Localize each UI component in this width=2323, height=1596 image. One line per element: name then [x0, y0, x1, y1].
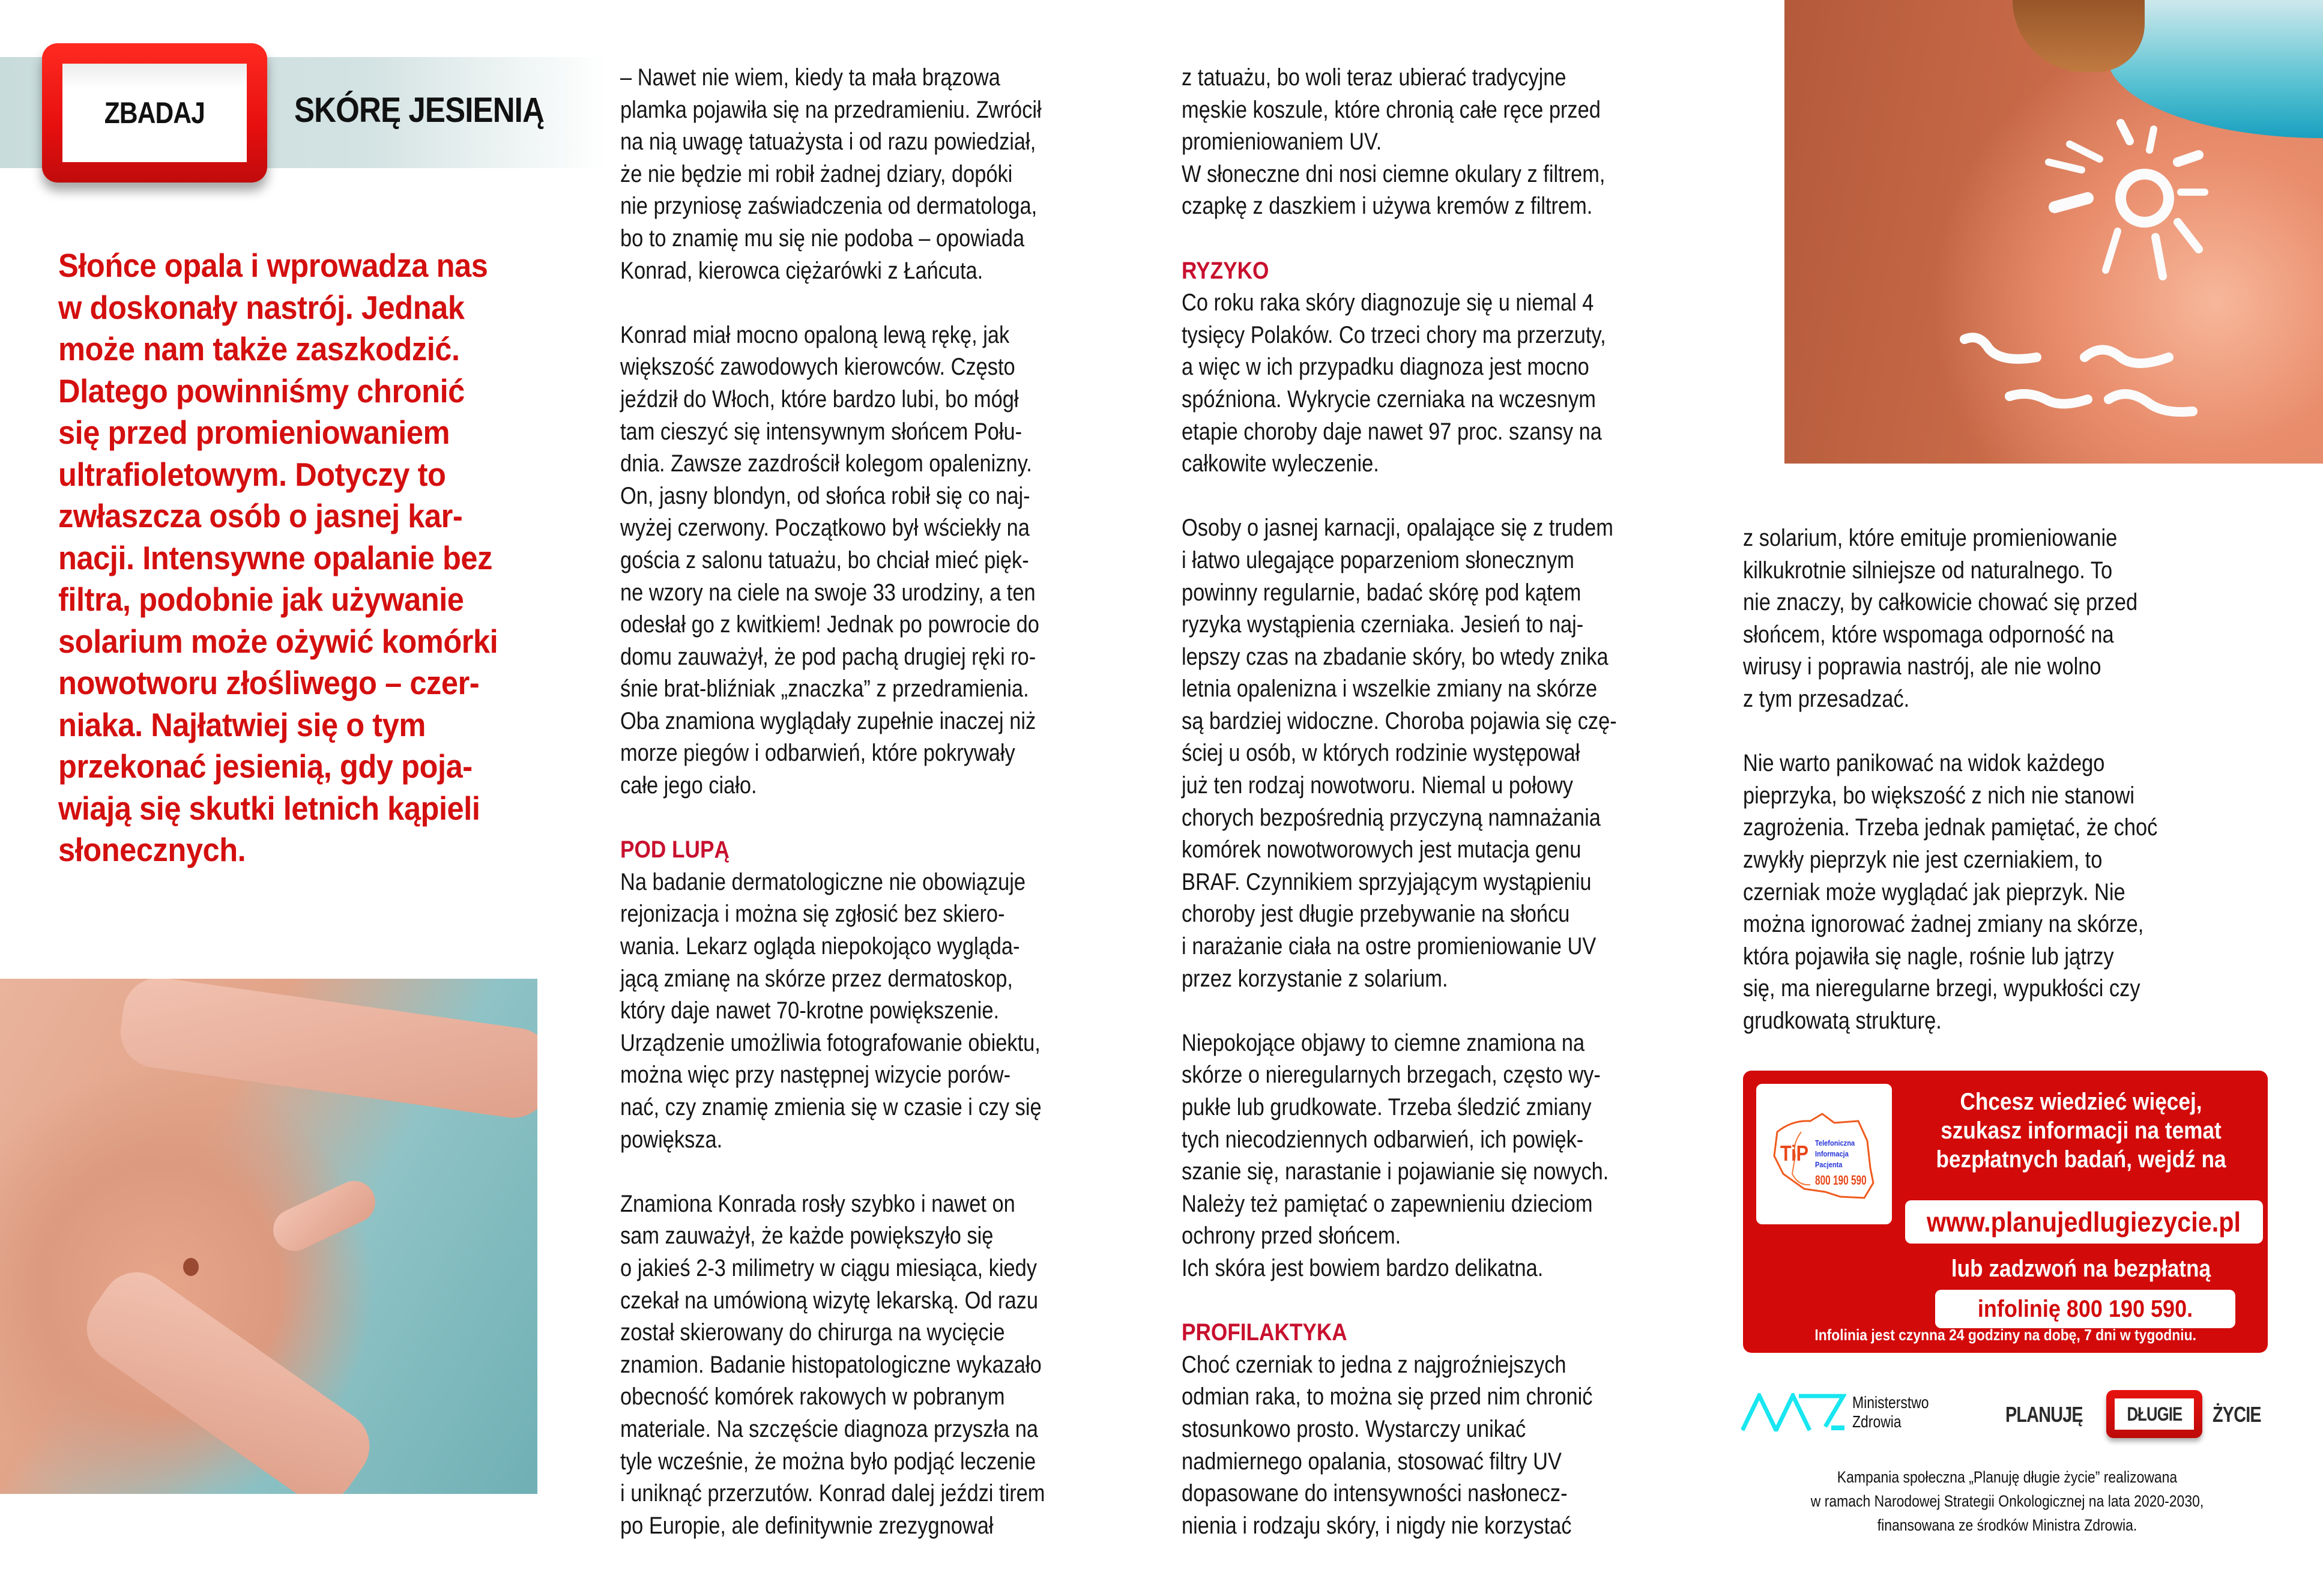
- intro-line: ultrafioletowym. Dotyczy to: [58, 455, 446, 493]
- text-line: pieprzyka, bo większość z nich nie stanowi: [1743, 782, 2134, 809]
- text-line: która pojawiła się nagle, rośnie lub jątrzy: [1743, 943, 2114, 970]
- intro-line: Słońce opala i wprowadza nas: [58, 247, 488, 284]
- text-line: o jakieś 2-3 milimetry w ciągu miesiąca, kiedy: [620, 1254, 1037, 1281]
- hotline-hours: [1743, 1326, 2268, 1344]
- text-line: tyle wcześnie, że można było podjąć leczenie: [620, 1448, 1036, 1475]
- text-line: obecność komórek rakowych w pobranym: [620, 1383, 1005, 1410]
- intro-line: niaka. Najłatwiej się o tym: [58, 706, 426, 743]
- text-line: wania. Lekarz ogląda niepokojąco wygląda-: [620, 933, 1020, 960]
- text-line: Konrad miał mocno opaloną lewą rękę, jak: [620, 321, 1010, 348]
- photo-sunscreen-shoulder: [1784, 0, 2323, 464]
- text-line: dopasowane do intensywności nasłonecz-: [1182, 1480, 1568, 1507]
- text-line: całkowite wyleczenie.: [1182, 450, 1379, 477]
- text-line: Ich skóra jest bowiem bardzo delikatna.: [1182, 1254, 1544, 1281]
- text-line: BRAF. Czynnikiem sprzyjającym wystąpieniu: [1182, 868, 1592, 895]
- text-line: ściej u osób, w których rodzinie występował: [1182, 740, 1580, 767]
- text-line: już ten rodzaj nowotworu. Niemal u połowy: [1182, 772, 1574, 799]
- article-column-2: [1182, 62, 1722, 1542]
- text-line: ne wzory na ciele na swoje 33 urodziny, a ten: [620, 579, 1036, 606]
- text-line: sam zauważył, że każde powiększyło się: [620, 1223, 994, 1250]
- text-line: domu zauważył, że pod pachą drugiej ręki ro-: [620, 643, 1036, 670]
- text-line: Choć czerniak to jedna z najgroźniejszych: [1182, 1351, 1566, 1378]
- intro-line: się przed promieniowaniem: [58, 414, 450, 451]
- intro-line: solarium może ożywić komórki: [58, 622, 498, 660]
- logo-word-dlugie: DŁUGIE: [2127, 1403, 2182, 1425]
- text-line: wirusy i poprawia nastrój, ale nie wolno: [1743, 653, 2101, 680]
- text-line: i narażanie ciała na ostre promieniowanie UV: [1182, 933, 1596, 960]
- text-line: że nie będzie mi robił żadnej dziary, dopóki: [620, 160, 1013, 187]
- text-line: szanie się, narastanie i pojawianie się nowych.: [1182, 1158, 1609, 1185]
- logo-word-planuje: PLANUJĘ: [2005, 1402, 2083, 1427]
- logo-red-box: [2106, 1390, 2202, 1438]
- text-line: – Nawet nie wiem, kiedy ta mała brązowa: [620, 64, 1000, 91]
- article-column-1: [620, 62, 1161, 1542]
- hand-lower: [73, 1258, 384, 1494]
- text-line: i uniknąć przerzutów. Konrad dalej jeździ tirem: [620, 1480, 1045, 1507]
- zbadaj-badge-inner: [62, 64, 247, 162]
- text-line: promieniowaniem UV.: [1182, 128, 1382, 156]
- text-line: materiale. Na szczęście diagnoza przyszła na: [620, 1415, 1038, 1442]
- intro-lead: [58, 245, 575, 871]
- text-line: który daje nawet 70-krotne powiększenie.: [620, 997, 1000, 1024]
- intro-line: nowotworu złośliwego – czer-: [58, 664, 480, 701]
- article-column-3: [1743, 522, 2283, 1038]
- text-line: Oba znamiona wyglądały zupełnie inaczej niż: [620, 707, 1036, 734]
- intro-line: słonecznych.: [58, 831, 246, 868]
- text-line: śnie brat-bliźniak „znaczka” z przedramienia.: [620, 676, 1029, 703]
- text-line: spóźniona. Wykrycie czerniaka na wczesnym: [1182, 385, 1596, 413]
- paragraph-solarium: [1743, 522, 2283, 716]
- mole: [183, 1258, 199, 1276]
- logo-red-box-inner: [2115, 1398, 2194, 1430]
- text-line: letnia opalenizna i wszelkie zmiany na skórze: [1182, 676, 1598, 703]
- info-box: [1743, 1071, 2268, 1353]
- mz-line-1: Ministerstwo: [1852, 1393, 1929, 1412]
- text-line: a więc w ich przypadku diagnoza jest mocno: [1182, 354, 1589, 381]
- info-call-text: [1904, 1254, 2258, 1283]
- text-line: grudkowatą strukturę.: [1743, 1007, 1942, 1034]
- text-line: chorych bezpośrednią przyczyną namnażania: [1182, 804, 1601, 831]
- text-line: odmian raka, to można się przed nim chronić: [1182, 1383, 1593, 1410]
- hand-thumb: [267, 1174, 382, 1258]
- text-line: znamion. Badanie histopatologiczne wykazało: [620, 1351, 1042, 1378]
- tip-name: [1815, 1138, 1855, 1170]
- intro-line: Dlatego powinniśmy chronić: [58, 372, 465, 410]
- text-line: powinny regularnie, badać skórę pod kątem: [1182, 579, 1581, 606]
- text-line: W słoneczne dni nosi ciemne okulary z filtrem,: [1182, 160, 1606, 187]
- text-line: rejonizacja i można się zgłosić bez skiero-: [620, 901, 1005, 928]
- text-line: Znamiona Konrada rosły szybko i nawet on: [620, 1190, 1015, 1217]
- paragraph-quote: [620, 62, 1161, 287]
- paragraph-ryzyko: [1182, 287, 1722, 480]
- text-line: morze piegów i odbarwień, które pokrywały: [620, 740, 1015, 767]
- photo-dermatologist-exam: [0, 979, 537, 1494]
- text-line: dnia. Zawsze zazdrościł kolegom opalenizny.: [620, 450, 1032, 477]
- intro-line: w doskonały nastrój. Jednak: [58, 288, 465, 326]
- paragraph-znamiona: [620, 1188, 1161, 1543]
- text-line: został skierowany do chirurga na wycięcie: [620, 1319, 1005, 1346]
- text-line: są bardziej widoczne. Choroba pojawia się czę-: [1182, 707, 1617, 734]
- footnote-line: w ramach Narodowej Strategii Onkologicznej na lata 2020-2030,: [1810, 1492, 2204, 1510]
- text-line: skórze o nieregularnych brzegach, często wy-: [1182, 1062, 1601, 1089]
- text-line: męskie koszule, które chronią całe ręce przed: [1182, 96, 1601, 123]
- paragraph-karnacja: [1182, 512, 1722, 995]
- tip-line-1: Telefoniczna: [1815, 1138, 1855, 1147]
- text-line: można więc przy następnej wizycie porów-: [620, 1062, 1011, 1089]
- text-line: Osoby o jasnej karnacji, opalające się z trudem: [1182, 515, 1613, 542]
- text-line: komórek nowotworowych jest mutacja genu: [1182, 836, 1581, 863]
- text-line: On, jasny blondyn, od słońca robił się co naj-: [620, 482, 1030, 509]
- text-line: i łatwo ulegające poparzeniom słonecznym: [1182, 546, 1574, 573]
- text-line: z solarium, które emituje promieniowanie: [1743, 525, 2118, 551]
- page-title: SKÓRĘ JESIENIĄ: [294, 91, 544, 130]
- mz-logo-text: [1852, 1393, 1929, 1431]
- intro-line: może nam także zaszkodzić.: [58, 330, 460, 367]
- planuje-dlugie-zycie-logo: [2005, 1384, 2270, 1444]
- paragraph-tatuaz: [1182, 62, 1722, 223]
- ministry-of-health-logo: [1741, 1393, 1951, 1431]
- info-heading-line: Chcesz wiedzieć więcej,: [1960, 1089, 2202, 1115]
- text-line: się, ma nieregularne brzegi, wypukłości czy: [1743, 975, 2140, 1002]
- text-line: Niepokojące objawy to ciemne znamiona na: [1182, 1029, 1585, 1056]
- text-line: przez korzystanie z solarium.: [1182, 965, 1448, 992]
- hand-upper: [116, 979, 537, 1122]
- text-line: nie przyniosę zaświadczenia od dermatologa,: [620, 193, 1038, 220]
- tip-letters: TiP: [1780, 1141, 1809, 1165]
- tip-logo: [1756, 1084, 1892, 1224]
- text-line: gościa z salonu tatuażu, bo chciał mieć pięk-: [620, 546, 1029, 573]
- website-url[interactable]: www.planujedlugiezycie.pl: [1927, 1206, 2241, 1238]
- text-line: lepszy czas na zbadanie skóry, bo wtedy znika: [1182, 643, 1609, 670]
- paragraph-pieprzyk: [1743, 748, 2283, 1037]
- intro-line: wiają się skutki letnich kąpieli: [58, 789, 480, 827]
- text-line: powiększa.: [620, 1126, 723, 1153]
- tip-line-2: Informacja: [1815, 1149, 1849, 1158]
- website-link[interactable]: [1905, 1200, 2263, 1244]
- text-line: Na badanie dermatologiczne nie obowiązuje: [620, 868, 1026, 895]
- footnote-line: Kampania społeczna „Planuję długie życie” realizowana: [1837, 1468, 2178, 1486]
- heading-ryzyko: RYZYKO: [1182, 257, 1269, 284]
- text-line: jącą zmianę na skórze przez dermatoskop,: [620, 965, 1013, 992]
- text-line: z tatuażu, bo woli teraz ubierać tradycyjne: [1182, 64, 1566, 91]
- call-text: lub zadzwoń na bezpłatną: [1951, 1256, 2211, 1282]
- text-line: czekał na umówioną wizytę lekarską. Od razu: [620, 1287, 1038, 1314]
- text-line: pukłe lub grudkowate. Trzeba śledzić zmiany: [1182, 1094, 1592, 1120]
- text-line: Co roku raka skóry diagnozuje się u niemal 4: [1182, 289, 1594, 316]
- heading-profilaktyka: PROFILAKTYKA: [1182, 1319, 1347, 1346]
- text-line: jeździł do Włoch, które bardzo lubi, bo mógł: [620, 385, 1019, 413]
- text-line: Konrad, kierowca ciężarówki z Łańcuta.: [620, 257, 983, 284]
- logo-word-zycie: ŻYCIE: [2213, 1402, 2261, 1427]
- text-line: tysięcy Polaków. Co trzeci chory ma przerzuty,: [1182, 321, 1606, 348]
- tip-phone: 800 190 590: [1815, 1173, 1867, 1188]
- mz-logo-icon: [1741, 1393, 1846, 1431]
- text-line: z tym przesadzać.: [1743, 685, 1910, 712]
- text-line: tych niecodziennych odbarwień, ich powięk-: [1182, 1126, 1584, 1153]
- text-line: etapie choroby daje nawet 97 proc. szansy na: [1182, 418, 1602, 445]
- text-line: bo to znamię mu się nie podoba – opowiada: [620, 225, 1025, 252]
- intro-line: filtra, podobnie jak używanie: [58, 581, 464, 618]
- info-heading: [1904, 1087, 2258, 1174]
- campaign-footnote: [1743, 1465, 2271, 1537]
- mz-line-2: Zdrowia: [1852, 1412, 1902, 1431]
- tip-line-3: Pacjenta: [1815, 1160, 1843, 1169]
- text-line: na nią uwagę tatuażysta i od razu powiedział,: [620, 128, 1036, 156]
- hotline-hours-text: Infolinia jest czynna 24 godziny na dobę, 7 dni w tygodniu.: [1814, 1326, 2196, 1344]
- text-line: nadmiernego opalania, stosować filtry UV: [1182, 1448, 1562, 1475]
- text-line: czerniak może wyglądać jak pieprzyk. Nie: [1743, 878, 2125, 905]
- text-line: nać, czy znamię zmienia się w czasie i czy się: [620, 1094, 1042, 1120]
- text-line: większość zawodowych kierowców. Często: [620, 354, 1015, 381]
- intro-line: zwłaszcza osób o jasnej kar-: [58, 497, 463, 534]
- hotline-phone-text[interactable]: infolinię 800 190 590.: [1977, 1295, 2193, 1322]
- text-line: ochrony przed słońcem.: [1182, 1223, 1401, 1250]
- text-line: zwykły pieprzyk nie jest czerniakiem, to: [1743, 846, 2103, 873]
- zbadaj-label: ZBADAJ: [104, 96, 205, 130]
- text-line: Należy też pamiętać o zapewnieniu dzieciom: [1182, 1190, 1593, 1217]
- text-line: kilkukrotnie silniejsze od naturalnego. To: [1743, 557, 2113, 584]
- text-line: zagrożenia. Trzeba jednak pamiętać, że choć: [1743, 814, 2158, 841]
- text-line: nie znaczy, by całkowicie chować się przed: [1743, 589, 2138, 616]
- paragraph-konrad: [620, 319, 1161, 802]
- paragraph-objawy: [1182, 1027, 1722, 1285]
- paragraph-profilaktyka: [1182, 1349, 1722, 1543]
- text-line: choroby jest długie przebywanie na słońcu: [1182, 901, 1570, 928]
- intro-line: nacji. Intensywne opalanie bez: [58, 539, 492, 576]
- text-line: można ignorować żadnej zmiany na skórze,: [1743, 911, 2144, 938]
- info-heading-line: szukasz informacji na temat: [1941, 1117, 2222, 1144]
- sunscreen-sun-drawing-icon: [1784, 0, 2323, 464]
- text-line: słońcem, które wspomaga odporność na: [1743, 621, 2114, 648]
- footnote-line: finansowana ze środków Ministra Zdrowia.: [1877, 1516, 2137, 1534]
- text-line: czapkę z daszkiem i używa kremów z filtrem.: [1182, 193, 1593, 220]
- text-line: całe jego ciało.: [620, 772, 757, 799]
- heading-pod-lupa: POD LUPĄ: [620, 836, 730, 863]
- text-line: nienia i rodzaju skóry, i nigdy nie korzystać: [1182, 1512, 1572, 1539]
- zbadaj-badge: [42, 43, 267, 183]
- text-line: Urządzenie umożliwia fotografowanie obiektu,: [620, 1029, 1041, 1056]
- text-line: tam cieszyć się intensywnym słońcem Połu-: [620, 418, 1023, 445]
- text-line: odesłał go z kwitkiem! Jednak po powrocie do: [620, 611, 1039, 638]
- text-line: Nie warto panikować na widok każdego: [1743, 750, 2105, 777]
- intro-line: przekonać jesienią, gdy poja-: [58, 748, 473, 785]
- text-line: po Europie, ale definitywnie zrezygnował: [620, 1512, 994, 1539]
- text-line: wyżej czerwony. Początkowo był wściekły na: [620, 515, 1030, 542]
- text-line: plamka pojawiła się na przedramieniu. Zwrócił: [620, 96, 1042, 123]
- paragraph-badanie: [620, 866, 1161, 1156]
- text-line: stosunkowo prosto. Wystarczy unikać: [1182, 1415, 1526, 1442]
- text-line: ryzyka wystąpienia czerniaka. Jesień to naj-: [1182, 611, 1584, 638]
- info-heading-line: bezpłatnych badań, wejdź na: [1936, 1146, 2226, 1173]
- hotline-phone[interactable]: [1935, 1290, 2235, 1328]
